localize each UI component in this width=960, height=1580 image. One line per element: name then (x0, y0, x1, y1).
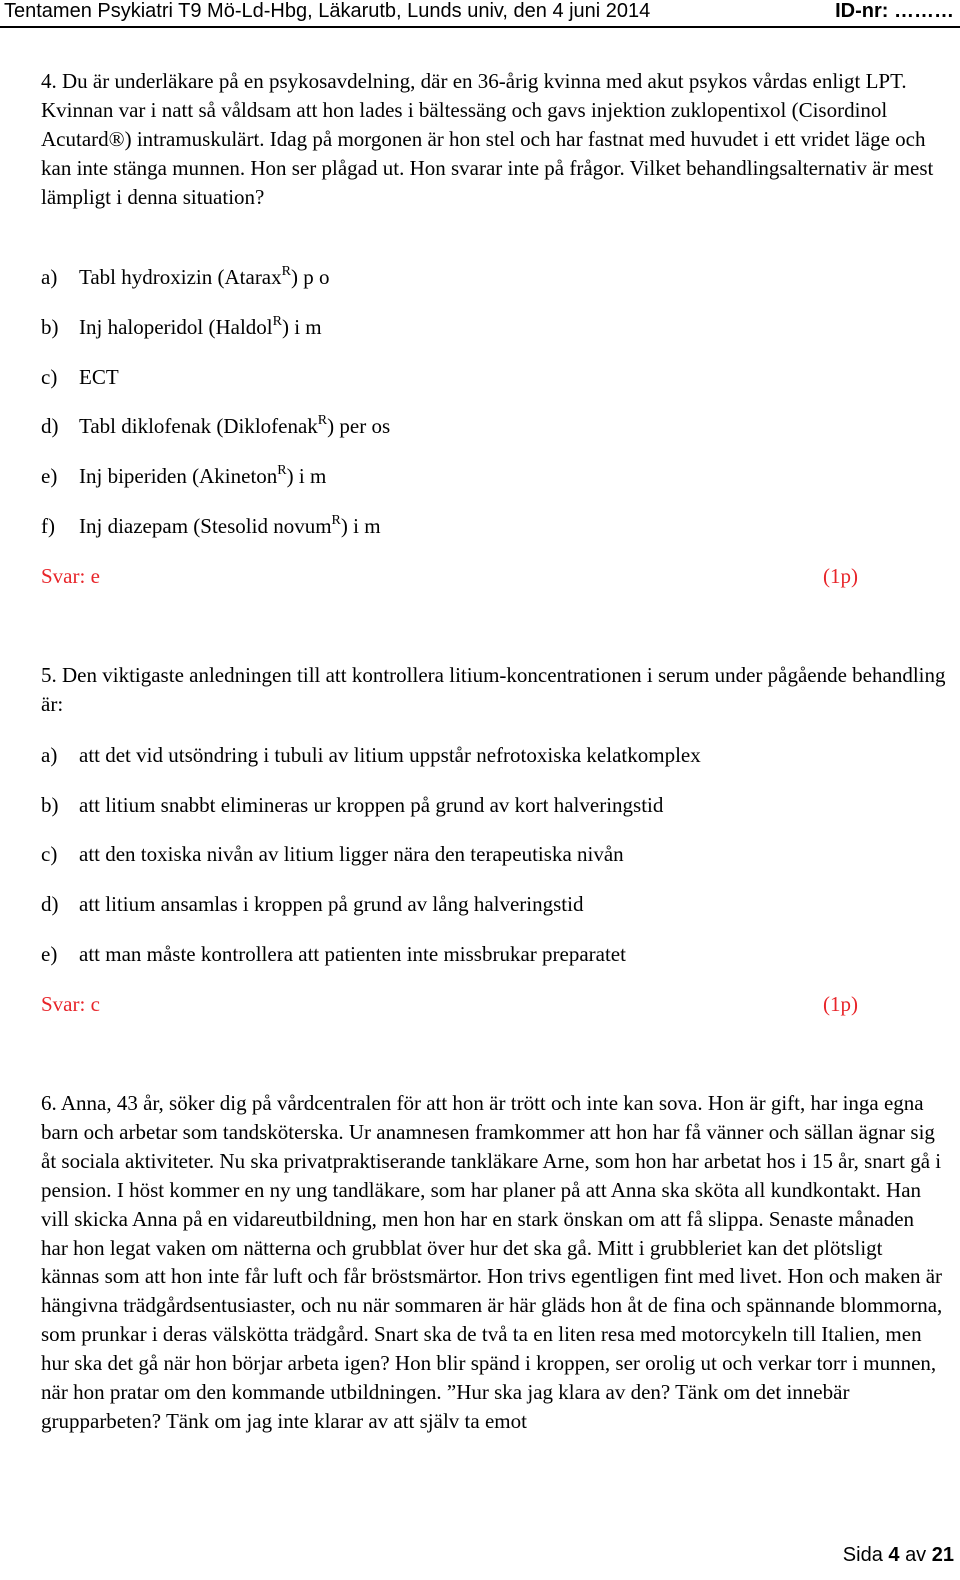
q5-option-a: a) att det vid utsöndring i tubuli av litium uppstår nefrotoxiska kelatkomplex (41, 743, 701, 767)
q5-answer: Svar: c (41, 992, 100, 1016)
q4-option-c: c) ECT (41, 365, 119, 389)
question-5-text: 5. Den viktigaste anledningen till att kontrollera litium-koncentrationen i serum under pågående behandling är: (41, 663, 946, 716)
q4-option-a: a) Tabl hydroxizin (Atarax$^R$) p o (41, 264, 330, 289)
q4-option-d: d) Tabl diklofenak (Diklofenak$^R$) per os (41, 413, 391, 438)
exam-title: Tentamen Psykiatri T9 Mö-Ld-Hbg, Läkarutb, Lunds univ, den 4 juni 2014 (4, 0, 651, 22)
q4-answer: Svar: e (41, 564, 100, 588)
q5-option-d: d) att litium ansamlas i kroppen på grund av lång halveringstid (41, 892, 584, 916)
id-number-field: ID-nr: ……… (835, 0, 954, 22)
q5-points: (1p) (823, 992, 858, 1016)
q4-option-b: b) Inj haloperidol (Haldol$^R$) i m (41, 314, 322, 339)
q4-option-e: e) Inj biperiden (Akineton$^R$) i m (41, 463, 327, 488)
q5-option-b: b) att litium snabbt elimineras ur kroppen på grund av kort halveringstid (41, 793, 664, 817)
q4-points: (1p) (823, 564, 858, 588)
q5-option-c: c) att den toxiska nivån av litium ligger nära den terapeutiska nivån (41, 842, 624, 866)
question-4-text: 4. Du är underläkare på en psykosavdelning, där en 36-årig kvinna med akut psykos vårdas enligt LPT. Kvinnan var i natt så våldsam att hon lades i bältessäng och gavs injektion zuklopentixol (Cisordinol Acutard®) intramuskulärt. Idag på morgonen är hon stel och har fastnat med huvudet i ett vridet läge och kan inte stänga munnen. Hon ser plågad ut. Hon svarar inte på frågor. Vilket behandlingsalternativ är mest lämpligt i denna situation? (41, 69, 934, 209)
page-number: Sida 4 av 21 (842, 1544, 954, 1566)
page-header (0, 0, 960, 22)
q4-option-f: f) Inj diazepam (Stesolid novum$^R$) i m (41, 513, 381, 538)
q5-option-e: e) att man måste kontrollera att patienten inte missbrukar preparatet (41, 942, 626, 966)
question-6-text: 6. Anna, 43 år, söker dig på vårdcentralen för att hon är trött och inte kan sova. Hon är gift, har inga egna barn och arbetar som tandsköterska. Ur anamnesen framkommer att hon har få vänner och sällan ägnar sig åt sociala aktiviteter. Nu ska privatpraktiserande tankläkare Arne, som hon har arbetat hos i 15 år, snart gå i pension. I höst kommer en ny ung tandläkare, som har planer på att Anna ska sköta all kundkontakt. Han vill skicka Anna på en vidareutbildning, men hon har en stark önskan om att få slippa. Senaste månaden har hon legat vaken om nätterna och grubblat över hur det ska gå. Mitt i grubbleriet kan det plötsligt kännas som att hon inte får luft och får bröstsmärtor. Hon trivs egentligen fint med livet. Hon och maken är hängivna trädgårdsentusiaster, och nu när sommaren är här gläds hon åt de fina och spännande blommorna, som prunkar i deras välskötta trädgård. Snart ska de två ta en liten resa med motorcykeln till Italien, men hur ska det gå när hon börjar arbeta igen? Hon blir spänd i kroppen, ser orolig ut och verkar torr i munnen, när hon pratar om den kommande utbildningen. ”Hur ska jag klara av den? Tänk om det innebär grupparbeten? Tänk om jag inte klarar av att själv ta emot (41, 1091, 943, 1433)
header-divider (0, 26, 960, 28)
